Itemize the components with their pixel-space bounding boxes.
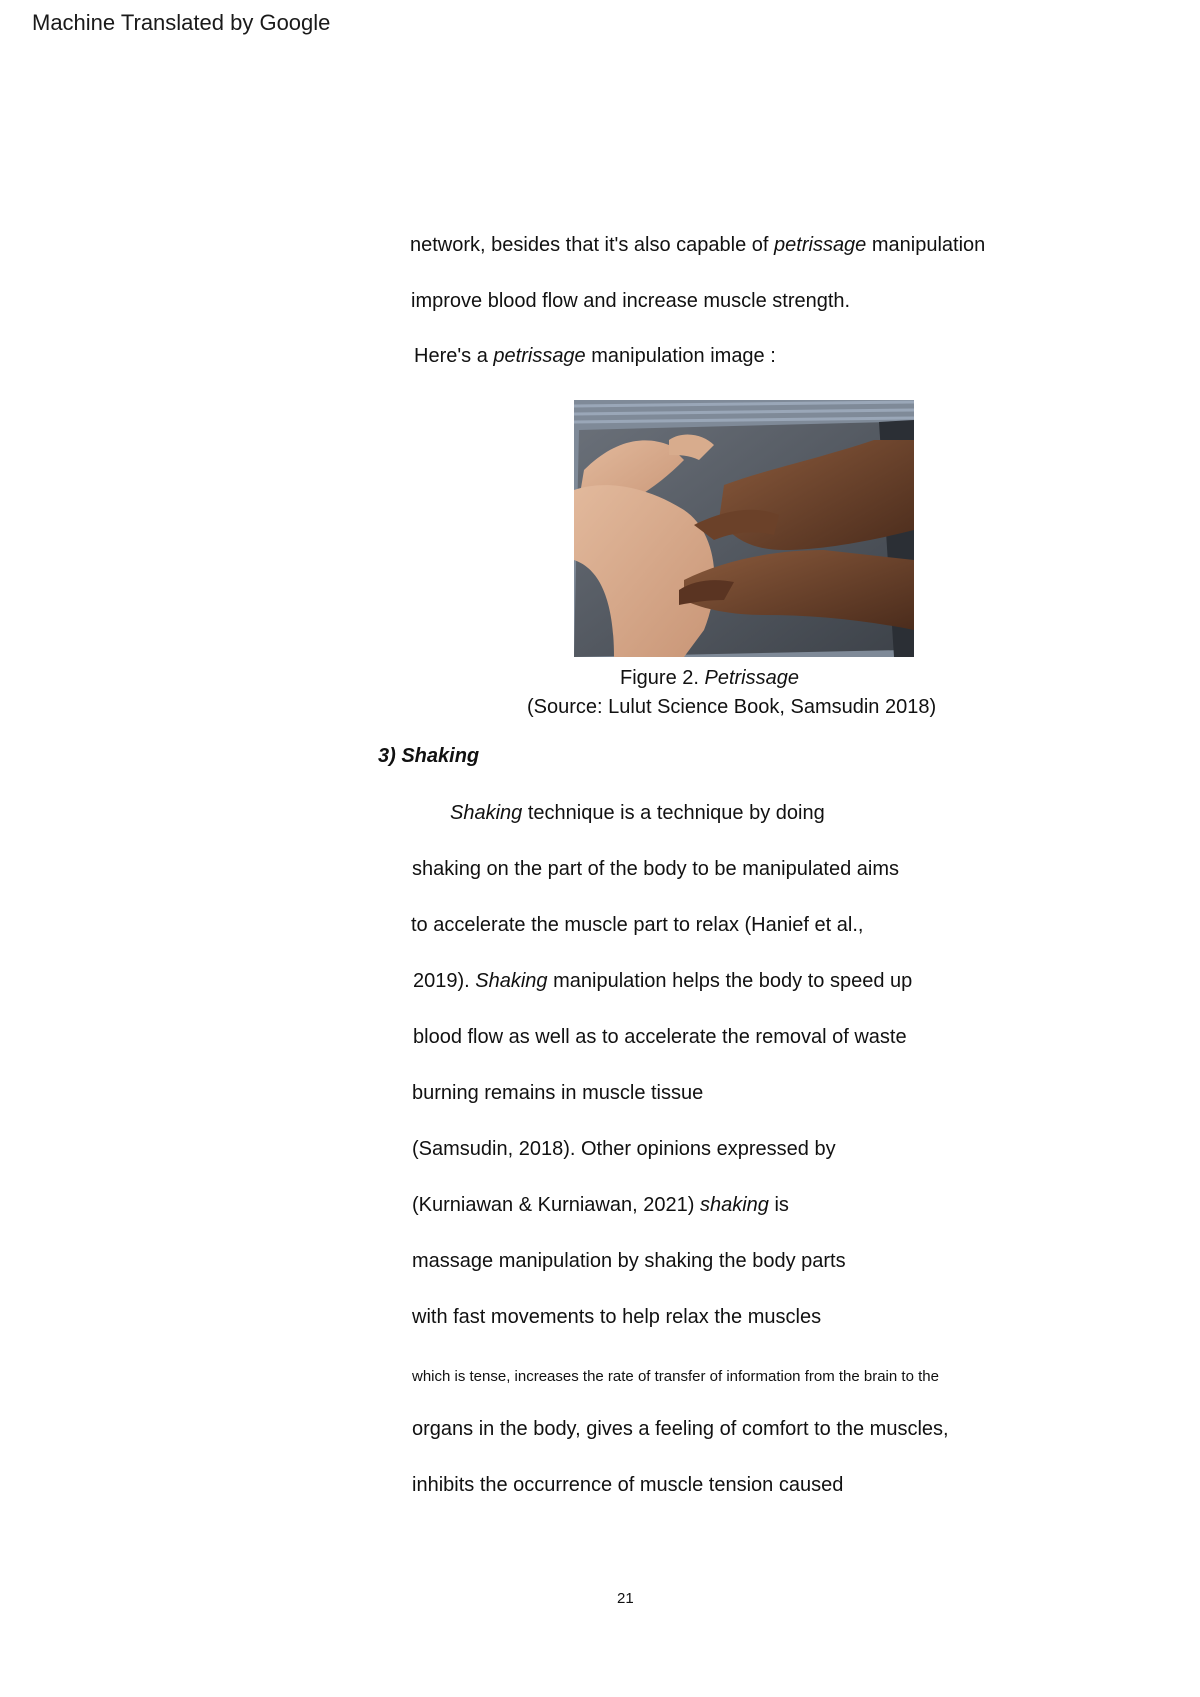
caption-prefix: Figure 2. [620,667,705,689]
paragraph-line [414,343,776,369]
paragraph-line: burning remains in muscle tissue [412,1082,704,1104]
text-span: manipulation helps the body to speed up [547,970,913,992]
paragraph-line: to accelerate the muscle part to relax (Hanief et al., [411,914,864,936]
paragraph-line: shaking on the part of the body to be manipulated aims [412,858,899,880]
petrissage-photo [574,400,914,657]
section-heading: 3) Shaking [378,745,480,767]
text-span: network, besides that it's also capable of [410,234,775,256]
italic-term: shaking [699,1194,769,1216]
text-span: (Kurniawan & Kurniawan, 2021) [412,1194,700,1216]
text-span: manipulation [866,234,986,256]
figure-caption [620,665,799,691]
paragraph-line: (Samsudin, 2018). Other opinions expressed by [412,1138,836,1160]
paragraph-line [410,232,985,258]
machine-translation-banner: Machine Translated by Google [32,10,331,35]
paragraph-line: with fast movements to help relax the muscles [412,1306,822,1328]
italic-term: petrissage [774,234,867,256]
paragraph-line: blood flow as well as to accelerate the removal of waste [413,1026,907,1048]
paragraph-line [413,968,912,994]
text-span: 2019). [413,970,476,992]
paragraph-line: improve blood flow and increase muscle strength. [411,290,851,312]
paragraph-line: inhibits the occurrence of muscle tension caused [412,1474,844,1496]
paragraph-line [412,1192,789,1218]
italic-term: petrissage [493,345,586,367]
text-span: manipulation image : [585,345,776,367]
petrissage-illustration [574,400,914,657]
caption-title: Petrissage [704,667,799,689]
paragraph-line-small: which is tense, increases the rate of transfer of information from the brain to the [412,1368,939,1385]
paragraph-line: massage manipulation by shaking the body parts [412,1250,846,1272]
text-span: is [768,1194,789,1216]
figure-source: (Source: Lulut Science Book, Samsudin 2018) [527,696,937,718]
text-span: Here's a [414,345,494,367]
text-span: technique is a technique by doing [522,802,825,824]
italic-term: Shaking [475,970,548,992]
page-number: 21 [617,1590,634,1607]
italic-term: Shaking [450,802,523,824]
paragraph-line: organs in the body, gives a feeling of comfort to the muscles, [412,1418,949,1440]
paragraph-line [450,800,825,826]
